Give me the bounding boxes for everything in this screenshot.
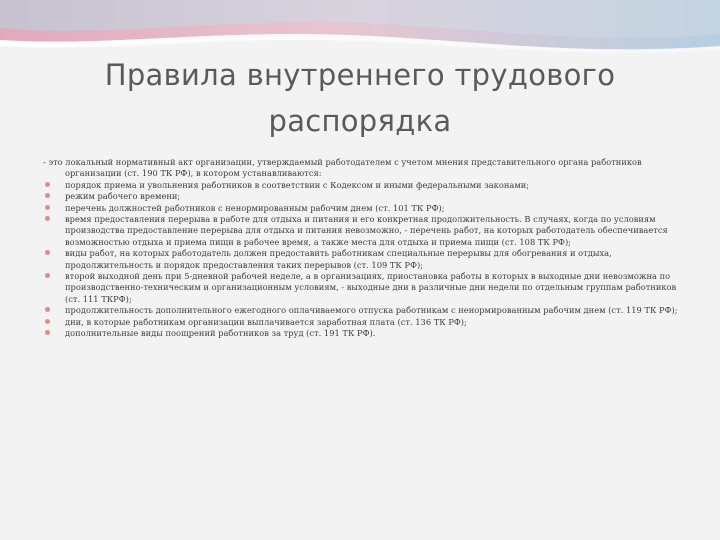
list-item-text: режим рабочего времени; (65, 191, 181, 202)
list-item (43, 248, 680, 271)
bullet-icon (45, 182, 50, 187)
bullet-icon (45, 216, 50, 221)
bullet-icon (45, 250, 50, 255)
list-item-text: порядок приема и увольнения работников в соответствии с Кодексом и иными федеральными законами; (65, 179, 530, 190)
slide-title-line1: Правила внутреннего трудового (104, 58, 616, 92)
slide-body (43, 157, 680, 340)
list-item (43, 271, 680, 305)
list-item (43, 203, 680, 214)
list-item (43, 191, 680, 202)
bullet-list (43, 180, 680, 340)
list-item-text: дополнительные виды поощрений работников за труд (ст. 191 ТК РФ). (65, 328, 376, 339)
list-item-text: второй выходной день при 5-дневной рабочей неделе, а в организациях, приостановка работы в которых в выходные дни невозможна по производственно-техническим и организационным условиям, - выходные дни в различные дни недели по отдельным группам работников (ст. 111 ТКРФ); (65, 271, 677, 304)
bullet-icon (45, 193, 50, 198)
bullet-icon (45, 307, 50, 312)
decorative-wave-header (0, 0, 720, 60)
slide-title (40, 52, 680, 144)
list-item-text: перечень должностей работников с ненормированным рабочим днем (ст. 101 ТК РФ); (65, 202, 445, 213)
list-item-text: продолжительность дополнительного ежегодного оплачиваемого отпуска работникам с ненормированным рабочим днем (ст. 119 ТК РФ); (65, 305, 678, 316)
list-item (43, 180, 680, 191)
bullet-icon (45, 319, 50, 324)
bullet-icon (45, 273, 50, 278)
list-item (43, 328, 680, 339)
slide-title-line2: распорядка (268, 104, 452, 138)
list-item-text: дни, в которые работникам организации выплачивается заработная плата (ст. 136 ТК РФ); (65, 316, 467, 327)
bullet-icon (45, 205, 50, 210)
list-item-text: виды работ, на которых работодатель должен предоставить работникам специальные перерывы для обогревания и отдыха, продолжительность и порядок предоставления таких перерывов (ст. 109 ТК РФ); (65, 248, 612, 270)
list-item-text: время предоставления перерыва в работе для отдыха и питания и его конкретная продолжительность. В случаях, когда по условиям производства предоставление перерыва для отдыха и питания невозможно, - перечень работ, на которых работодатель обеспечивается возможностью отдыха и приема пищи в рабочее время, а также места для отдыха и приема пищи (ст. 108 ТК РФ); (65, 214, 668, 247)
list-item (43, 317, 680, 328)
list-item (43, 305, 680, 316)
list-item (43, 214, 680, 248)
bullet-icon (45, 330, 50, 335)
intro-paragraph: - это локальный нормативный акт организации, утверждаемый работодателем с учетом мнения представительного органа работников организации (ст. 190 ТК РФ), в котором устанавливаются: (43, 157, 642, 179)
